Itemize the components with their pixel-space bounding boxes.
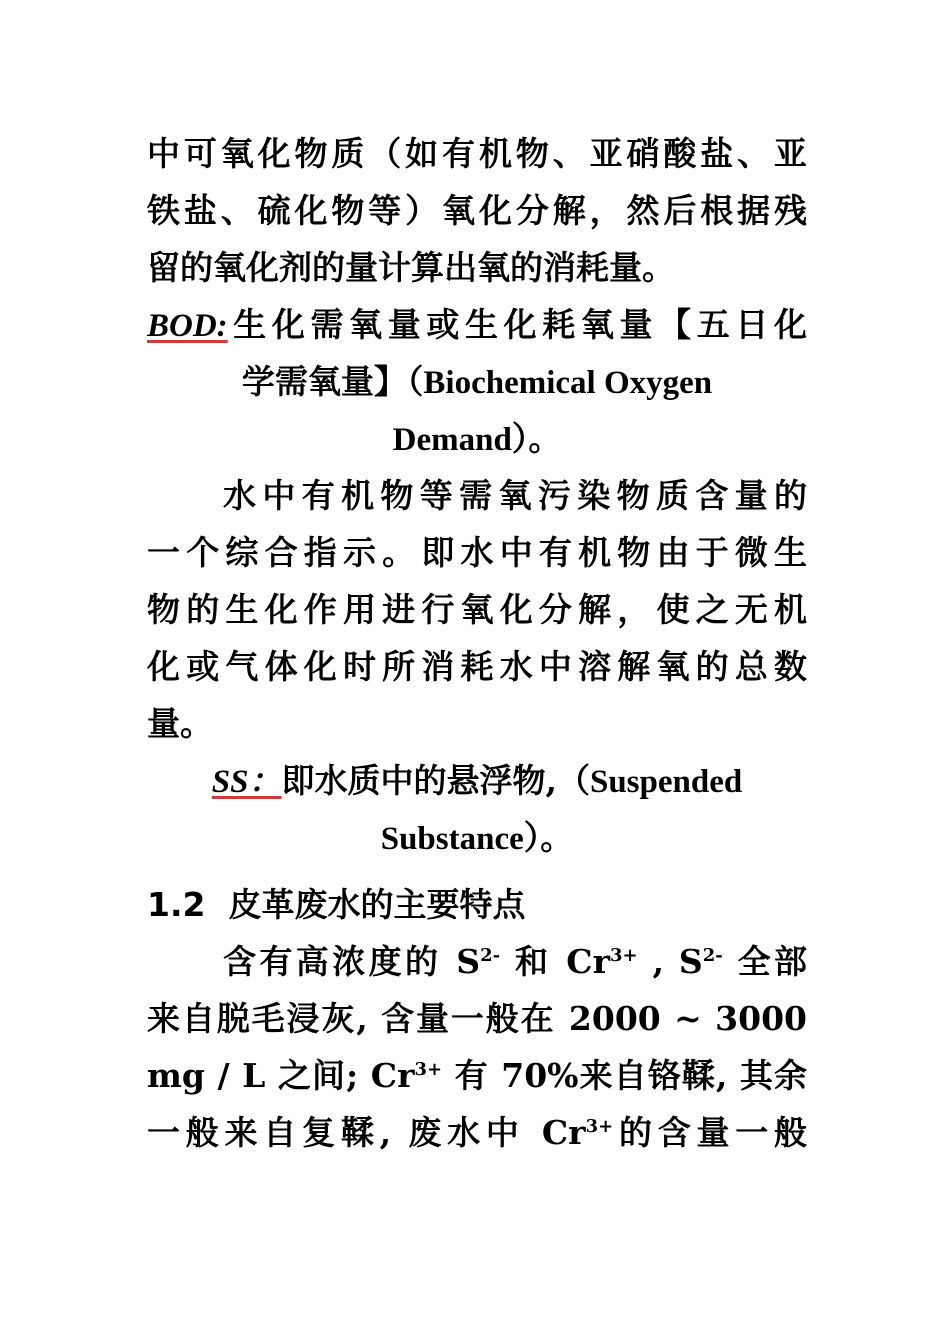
- bod-term: BOD:: [147, 308, 228, 344]
- bod-definition-line: 化或气体化时所消耗水中溶解氧的总数: [147, 647, 807, 686]
- bod-title-text: 生化需氧量或生化耗氧量【五日化: [227, 305, 807, 344]
- bod-title-text: ）。: [511, 419, 562, 458]
- section-heading: [147, 876, 807, 933]
- superscript: 2-: [702, 945, 723, 966]
- bod-definition-line: 水中有机物等需氧污染物质含量的: [223, 476, 807, 515]
- features-line: [147, 1104, 807, 1161]
- ss-english-name: Suspended: [589, 764, 743, 800]
- ss-text: ）。: [523, 818, 574, 857]
- features-text: 全部: [722, 942, 807, 981]
- superscript: 3+: [609, 945, 638, 966]
- features-line: [147, 1047, 807, 1104]
- bod-definition-line: 量。: [147, 704, 213, 743]
- section-number: 1.2: [147, 885, 206, 924]
- features-text: mg / L 之间; Cr: [147, 1056, 415, 1095]
- bod-definition-line: 一个综合指示。即水中有机物由于微生: [147, 533, 807, 572]
- bod-title-line: [147, 410, 807, 467]
- features-text: 一般来自复鞣, 废水中 Cr: [147, 1113, 586, 1152]
- ss-definition-line: [147, 809, 807, 866]
- bod-title-line: [147, 296, 807, 353]
- superscript: 3+: [414, 1059, 443, 1080]
- document-page: [147, 125, 807, 1161]
- features-line: 来自脱毛浸灰, 含量一般在 2000 ~ 3000: [147, 999, 807, 1038]
- features-text: 有 70%来自铬鞣, 其余: [442, 1056, 807, 1095]
- bod-english-name: Biochemical Oxygen: [423, 365, 713, 401]
- bod-title-text: 学需氧量】（: [241, 362, 424, 401]
- superscript: 3+: [585, 1116, 614, 1137]
- features-text: 和 Cr: [500, 942, 610, 981]
- bod-title-line: [147, 353, 807, 410]
- features-text: , S: [637, 942, 703, 981]
- ss-english-name: Substance: [380, 821, 524, 857]
- section-title: 皮革废水的主要特点: [228, 885, 526, 924]
- features-line: [147, 933, 807, 990]
- paragraph-line: 留的氧化剂的量计算出氧的消耗量。: [147, 248, 675, 287]
- ss-term: SS：: [211, 764, 282, 800]
- features-text: 含有高浓度的 S: [223, 942, 481, 981]
- features-text: 的含量一般: [613, 1113, 808, 1152]
- paragraph-line: 中可氧化物质（如有机物、亚硝酸盐、亚: [147, 134, 807, 173]
- ss-definition-line: [147, 752, 807, 809]
- superscript: 2-: [480, 945, 501, 966]
- paragraph-line: 铁盐、硫化物等）氧化分解，然后根据残: [147, 191, 807, 230]
- bod-definition-line: 物的生化作用进行氧化分解，使之无机: [147, 590, 807, 629]
- ss-text: 即水质中的悬浮物,（: [281, 761, 590, 800]
- bod-english-name: Demand: [392, 422, 512, 458]
